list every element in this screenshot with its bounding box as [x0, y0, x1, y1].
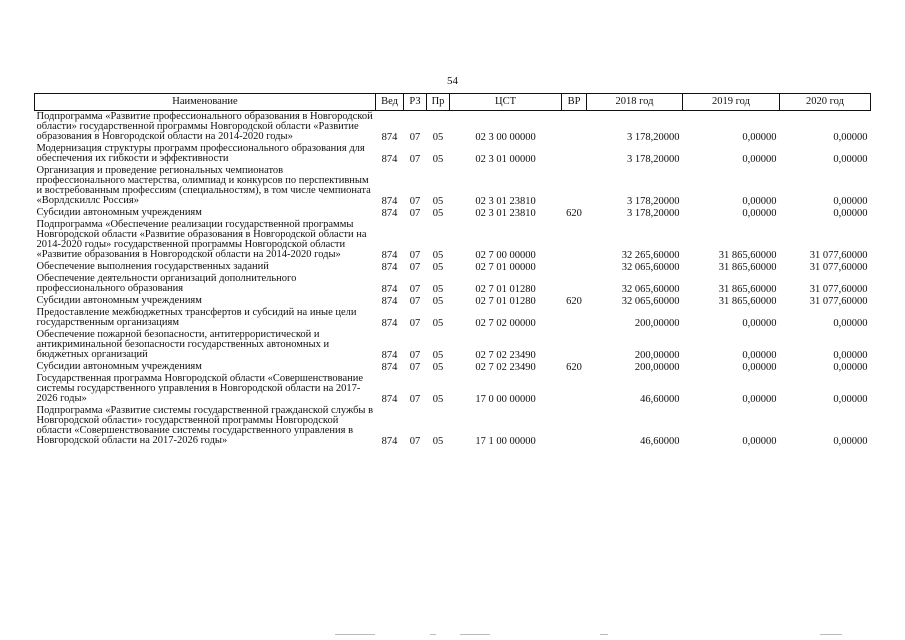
cell-cst: 02 7 01 01280 — [475, 284, 536, 295]
cell-rz: 07 — [409, 394, 421, 405]
cell-2018: 32 065,60000 — [621, 262, 680, 273]
cell-2018: 200,00000 — [634, 362, 680, 373]
cell-name: Подпрограмма «Развитие системы государственной гражданской службы в Новгородской области» государственной программы Новгородской области «Совершенствование системы государственного управления в Новгородской области на 2017-2026 годы» — [36, 405, 374, 446]
cell-2018: 46,60000 — [640, 394, 680, 405]
cell-pr: 05 — [432, 250, 444, 261]
table-row — [35, 307, 871, 329]
cell-rz: 07 — [409, 296, 421, 307]
cell-2019: 0,00000 — [742, 132, 777, 143]
cell-rz: 07 — [409, 284, 421, 295]
cell-2018: 46,60000 — [640, 436, 680, 447]
cell-rz: 07 — [409, 196, 421, 207]
cell-ved: 874 — [381, 296, 398, 307]
cell-rz: 07 — [409, 350, 421, 361]
header-vr: ВР — [562, 94, 587, 111]
table-row — [35, 329, 871, 361]
cell-ved: 874 — [381, 262, 398, 273]
cell-2018: 32 265,60000 — [621, 250, 680, 261]
header-ved: Вед — [376, 94, 404, 111]
scan-artifact — [820, 634, 842, 635]
cell-2019: 31 865,60000 — [718, 262, 777, 273]
table-row — [35, 207, 871, 219]
scan-artifact — [460, 634, 490, 635]
cell-2020: 0,00000 — [833, 318, 868, 329]
cell-cst: 02 7 01 00000 — [475, 262, 536, 273]
cell-2019: 0,00000 — [742, 394, 777, 405]
cell-name: Субсидии автономным учреждениям — [36, 361, 202, 372]
cell-pr: 05 — [432, 296, 444, 307]
cell-pr: 05 — [432, 436, 444, 447]
cell-ved: 874 — [381, 394, 398, 405]
table-row — [35, 143, 871, 165]
cell-2020: 0,00000 — [833, 154, 868, 165]
cell-2018: 200,00000 — [634, 350, 680, 361]
scan-artifact — [600, 634, 608, 635]
cell-vr — [562, 111, 587, 144]
cell-vr — [562, 329, 587, 361]
cell-2018: 3 178,20000 — [627, 154, 680, 165]
cell-cst: 02 7 02 00000 — [475, 318, 536, 329]
table-row — [35, 219, 871, 261]
cell-2018: 3 178,20000 — [627, 196, 680, 207]
cell-2018: 3 178,20000 — [627, 208, 680, 219]
cell-rz: 07 — [409, 250, 421, 261]
cell-2020: 0,00000 — [833, 362, 868, 373]
header-cst: ЦСТ — [450, 94, 562, 111]
cell-ved: 874 — [381, 362, 398, 373]
cell-name: Субсидии автономным учреждениям — [36, 295, 202, 306]
cell-pr: 05 — [432, 284, 444, 295]
cell-2019: 31 865,60000 — [718, 296, 777, 307]
cell-name: Модернизация структуры программ профессионального образования для обеспечения их гибкости и эффективности — [36, 143, 365, 164]
table-row — [35, 295, 871, 307]
cell-2020: 0,00000 — [833, 208, 868, 219]
header-rz: РЗ — [404, 94, 427, 111]
cell-2020: 0,00000 — [833, 132, 868, 143]
table-row — [35, 373, 871, 405]
header-2020: 2020 год — [780, 94, 871, 111]
table-row — [35, 165, 871, 207]
cell-cst: 02 7 02 23490 — [475, 350, 536, 361]
cell-2020: 31 077,60000 — [809, 296, 868, 307]
cell-ved: 874 — [381, 318, 398, 329]
cell-vr — [562, 219, 587, 261]
cell-cst: 02 3 01 00000 — [475, 154, 536, 165]
table-body — [35, 111, 871, 448]
cell-name: Предоставление межбюджетных трансфертов и субсидий на иные цели государственным организациям — [36, 307, 357, 328]
cell-name: Государственная программа Новгородской области «Совершенствование системы государственного управления в Новгородской области на 2017-2026 годы» — [36, 373, 364, 404]
cell-rz: 07 — [409, 132, 421, 143]
cell-2018: 3 178,20000 — [627, 132, 680, 143]
cell-2019: 0,00000 — [742, 208, 777, 219]
cell-vr — [562, 165, 587, 207]
table-row — [35, 111, 871, 144]
cell-ved: 874 — [381, 154, 398, 165]
cell-2019: 31 865,60000 — [718, 284, 777, 295]
table-header-row — [35, 94, 871, 111]
page-number: 54 — [447, 75, 458, 87]
cell-cst: 17 1 00 00000 — [475, 436, 536, 447]
cell-pr: 05 — [432, 318, 444, 329]
cell-cst: 02 7 02 23490 — [475, 362, 536, 373]
cell-2018: 200,00000 — [634, 318, 680, 329]
cell-name: Организация и проведение региональных чемпионатов профессионального мастерства, олимпиад и конкурсов по перспективным и востребованным профессиям (специальностям), в том числе чемпионата «Ворлдскиллс Россия» — [36, 165, 371, 206]
cell-rz: 07 — [409, 436, 421, 447]
cell-cst: 17 0 00 00000 — [475, 394, 536, 405]
cell-2020: 31 077,60000 — [809, 284, 868, 295]
cell-2020: 0,00000 — [833, 394, 868, 405]
cell-2020: 0,00000 — [833, 196, 868, 207]
cell-pr: 05 — [432, 394, 444, 405]
cell-ved: 874 — [381, 350, 398, 361]
cell-name: Подпрограмма «Обеспечение реализации государственной программы Новгородской области «Развитие образования в Новгородской области на 2014-2020 годы» государственной программы Новгородской области «Развитие образования в Новгородской области на 2014-2020 годы» — [36, 219, 367, 260]
cell-rz: 07 — [409, 208, 421, 219]
cell-2019: 0,00000 — [742, 362, 777, 373]
cell-2020: 0,00000 — [833, 436, 868, 447]
cell-2020: 31 077,60000 — [809, 250, 868, 261]
cell-pr: 05 — [432, 350, 444, 361]
scan-artifact — [335, 634, 375, 635]
cell-2019: 0,00000 — [742, 350, 777, 361]
cell-vr — [562, 373, 587, 405]
header-pr: Пр — [427, 94, 450, 111]
cell-pr: 05 — [432, 154, 444, 165]
cell-vr — [562, 307, 587, 329]
cell-vr: 620 — [566, 208, 582, 219]
cell-name: Обеспечение пожарной безопасности, антитеррористической и антикриминальной безопасности государственных автономных и бюджетных организаций — [36, 329, 330, 360]
cell-2020: 0,00000 — [833, 350, 868, 361]
cell-ved: 874 — [381, 208, 398, 219]
cell-cst: 02 3 00 00000 — [475, 132, 536, 143]
cell-rz: 07 — [409, 154, 421, 165]
cell-2018: 32 065,60000 — [621, 296, 680, 307]
cell-vr — [562, 405, 587, 447]
cell-name: Обеспечение выполнения государственных заданий — [36, 261, 269, 272]
scan-artifact — [430, 634, 436, 635]
cell-pr: 05 — [432, 132, 444, 143]
cell-ved: 874 — [381, 436, 398, 447]
table-row — [35, 405, 871, 447]
cell-name: Обеспечение деятельности организаций дополнительного профессионального образования — [36, 273, 297, 294]
cell-pr: 05 — [432, 196, 444, 207]
table-row — [35, 273, 871, 295]
cell-vr — [562, 261, 587, 273]
cell-2020: 31 077,60000 — [809, 262, 868, 273]
cell-2019: 0,00000 — [742, 318, 777, 329]
header-2019: 2019 год — [683, 94, 780, 111]
cell-2019: 0,00000 — [742, 154, 777, 165]
cell-2019: 31 865,60000 — [718, 250, 777, 261]
cell-rz: 07 — [409, 362, 421, 373]
cell-vr: 620 — [566, 362, 582, 373]
table-row — [35, 361, 871, 373]
cell-pr: 05 — [432, 208, 444, 219]
header-name: Наименование — [35, 94, 376, 111]
cell-cst: 02 3 01 23810 — [475, 196, 536, 207]
cell-vr — [562, 273, 587, 295]
cell-ved: 874 — [381, 250, 398, 261]
cell-2018: 32 065,60000 — [621, 284, 680, 295]
cell-cst: 02 3 01 23810 — [475, 208, 536, 219]
cell-cst: 02 7 01 01280 — [475, 296, 536, 307]
cell-pr: 05 — [432, 262, 444, 273]
budget-table — [34, 93, 871, 447]
cell-vr — [562, 143, 587, 165]
cell-2019: 0,00000 — [742, 436, 777, 447]
header-2018: 2018 год — [587, 94, 683, 111]
cell-name: Подпрограмма «Развитие профессионального образования в Новгородской области» государственной программы Новгородской области «Развитие образования в Новгородской области на 2014-2020 годы» — [36, 111, 373, 142]
cell-cst: 02 7 00 00000 — [475, 250, 536, 261]
cell-vr: 620 — [566, 296, 582, 307]
cell-2019: 0,00000 — [742, 196, 777, 207]
cell-pr: 05 — [432, 362, 444, 373]
table-row — [35, 261, 871, 273]
cell-ved: 874 — [381, 284, 398, 295]
cell-ved: 874 — [381, 132, 398, 143]
cell-rz: 07 — [409, 318, 421, 329]
cell-ved: 874 — [381, 196, 398, 207]
cell-rz: 07 — [409, 262, 421, 273]
cell-name: Субсидии автономным учреждениям — [36, 207, 202, 218]
